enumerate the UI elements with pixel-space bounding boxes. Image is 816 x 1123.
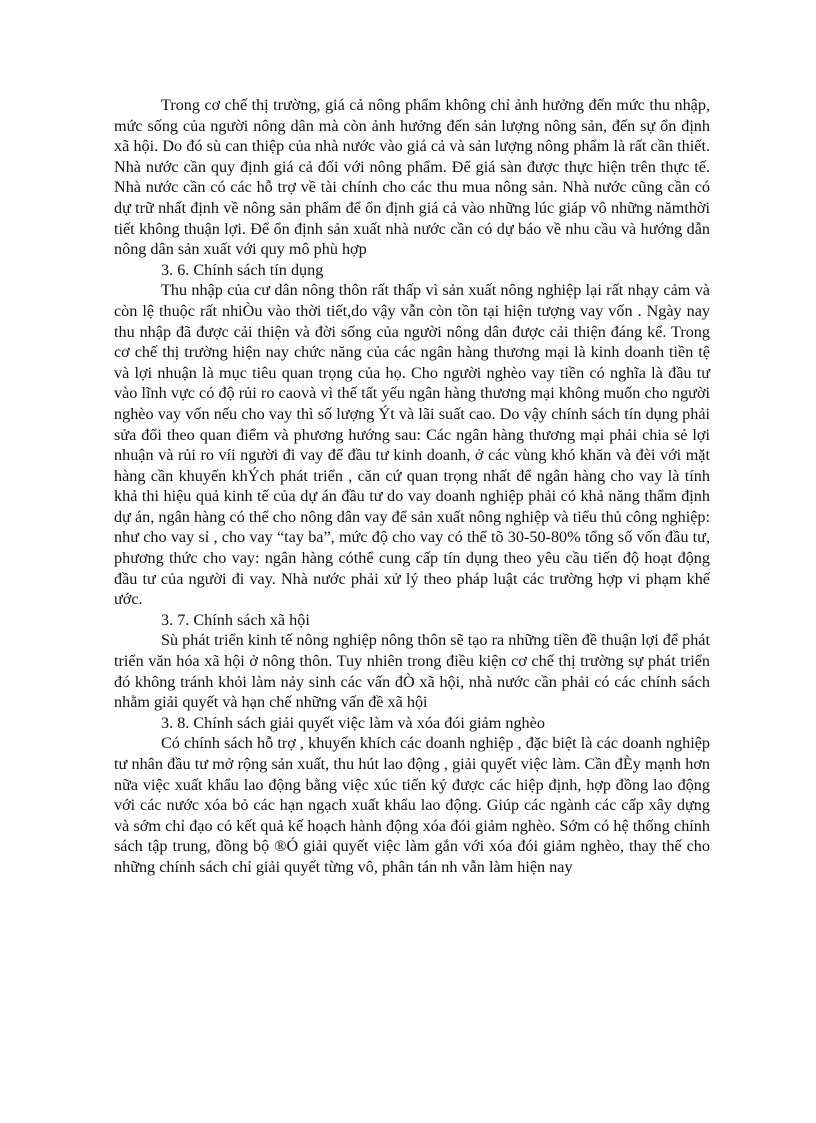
paragraph-credit-policy: Thu nhập của cư dân nông thôn rất thấp vì sản xuất nông nghiệp lại rất nhạy cảm và còn lệ thuộc rất nhiÒu vào thời tiết,do vậy vẫn còn tồn tại hiện tượng vay vốn . Ngày nay thu nhập đã được cải thiện và đời sống của người nông dân được cải thiện đáng kể. Trong cơ chế thị trường hiện nay chức năng của các ngân hàng thương mại là kinh doanh tiền tệ và lợi nhuận là mục tiêu quan trọng của họ. Cho người nghèo vay tiền có nghĩa là đầu tư vào lĩnh vực có độ rủi ro caovà vì thế tất yếu ngân hàng thương mại không muốn cho người nghèo vay vốn nếu cho vay thì số lượng Ýt và lãi suất cao. Do vậy chính sách tín dụng phải sửa đổi theo quan điểm và phương hướng sau: Các ngân hàng thương mại phải chia sẻ lợi nhuận và rủi ro víi người đi vay để đầu tư kinh doanh, ở các vùng khó khăn và đèi với mặt hàng cần khuyến khÝch phát triển , căn cứ quan trọng nhất để ngân hàng cho vay là tính khả thi hiệu quả kinh tế của dự án đầu tư do vay doanh nghiệp phải có khả năng thẩm định dự án, ngân hàng có thể cho nông dân vay để sản xuất nông nghiệp và tiểu thủ công nghiệp: như cho vay sỉ , cho vay “tay ba”, mức độ cho vay có thể tõ 30-50-80% tổng số vốn đầu tư, phương thức cho vay: ngân hàng cóthể cung cấp tín dụng theo yêu cầu tiến độ hoạt động đầu tư của người đi vay. Nhà nước phải xử lý theo pháp luật các trường hợp vi phạm khế ước. [114, 281, 710, 609]
document-body [114, 95, 710, 878]
heading-employment-poverty-policy: 3. 8. Chính sách giải quyết việc làm và xóa đói giảm nghèo [161, 713, 545, 732]
paragraph-social-policy: Sù phát triển kinh tế nông nghiệp nông thôn sẽ tạo ra những tiền đề thuận lợi để phát triển văn hóa xã hội ở nông thôn. Tuy nhiên trong điều kiện cơ chế thị trường sự phát triển đó không tránh khỏi làm nảy sinh các vấn đÒ xã hội, nhà nước cần phải có các chính sách nhằm giải quyết và hạn chế những vấn đề xã hội [114, 631, 710, 712]
paragraph-price-policy: Trong cơ chế thị trường, giá cả nông phẩm không chỉ ảnh hưởng đến mức thu nhập, mức sống của người nông dân mà còn ảnh hưởng đến sản lượng nông sản, đến sự ổn định xã hội. Do đó sù can thiệp của nhà nước vào giá cả và sản lượng nông phẩm là rất cần thiết. Nhà nước cần quy định giá cả đối với nông phẩm. Để giá sàn được thực hiện trên thực tế. Nhà nước cần có các hỗ trợ về tài chính cho các thu mua nông sản. Nhà nước cũng cần có dự trữ nhất định về nông sản phẩm để ổn định giá cả vào những lúc giáp vô những nămthời tiết không thuận lợi. Để ổn định sản xuất nhà nước cần có dự báo về nhu cầu và hướng dẫn nông dân sản xuất với quy mô phù hợp [114, 96, 710, 259]
paragraph-employment-poverty-policy: Có chính sách hỗ trợ , khuyến khích các doanh nghiệp , đặc biệt là các doanh nghiệp tư nhân đầu tư mở rộng sản xuất, thu hút lao động , giải quyết việc làm. Cần đÈy mạnh hơn nữa việc xuất khẩu lao động bằng việc xúc tiến ký được các hiệp định, hợp đồng lao động với các nước xóa bỏ các hạn ngạch xuất khẩu lao động. Giúp các ngành các cấp xây dựng và sớm chỉ đạo có kết quả kế hoạch hành động xóa đói giảm nghèo. Sớm có hệ thống chính sách tập trung, đồng bộ ®Ó giải quyết việc làm gắn với xóa đói giảm nghèo, thay thế cho những chính sách chỉ giải quyết từng vô, phân tán nh vẫn làm hiện nay [114, 734, 710, 876]
heading-credit-policy: 3. 6. Chính sách tín dụng [161, 260, 324, 279]
heading-social-policy: 3. 7. Chính sách xã hội [161, 610, 310, 629]
